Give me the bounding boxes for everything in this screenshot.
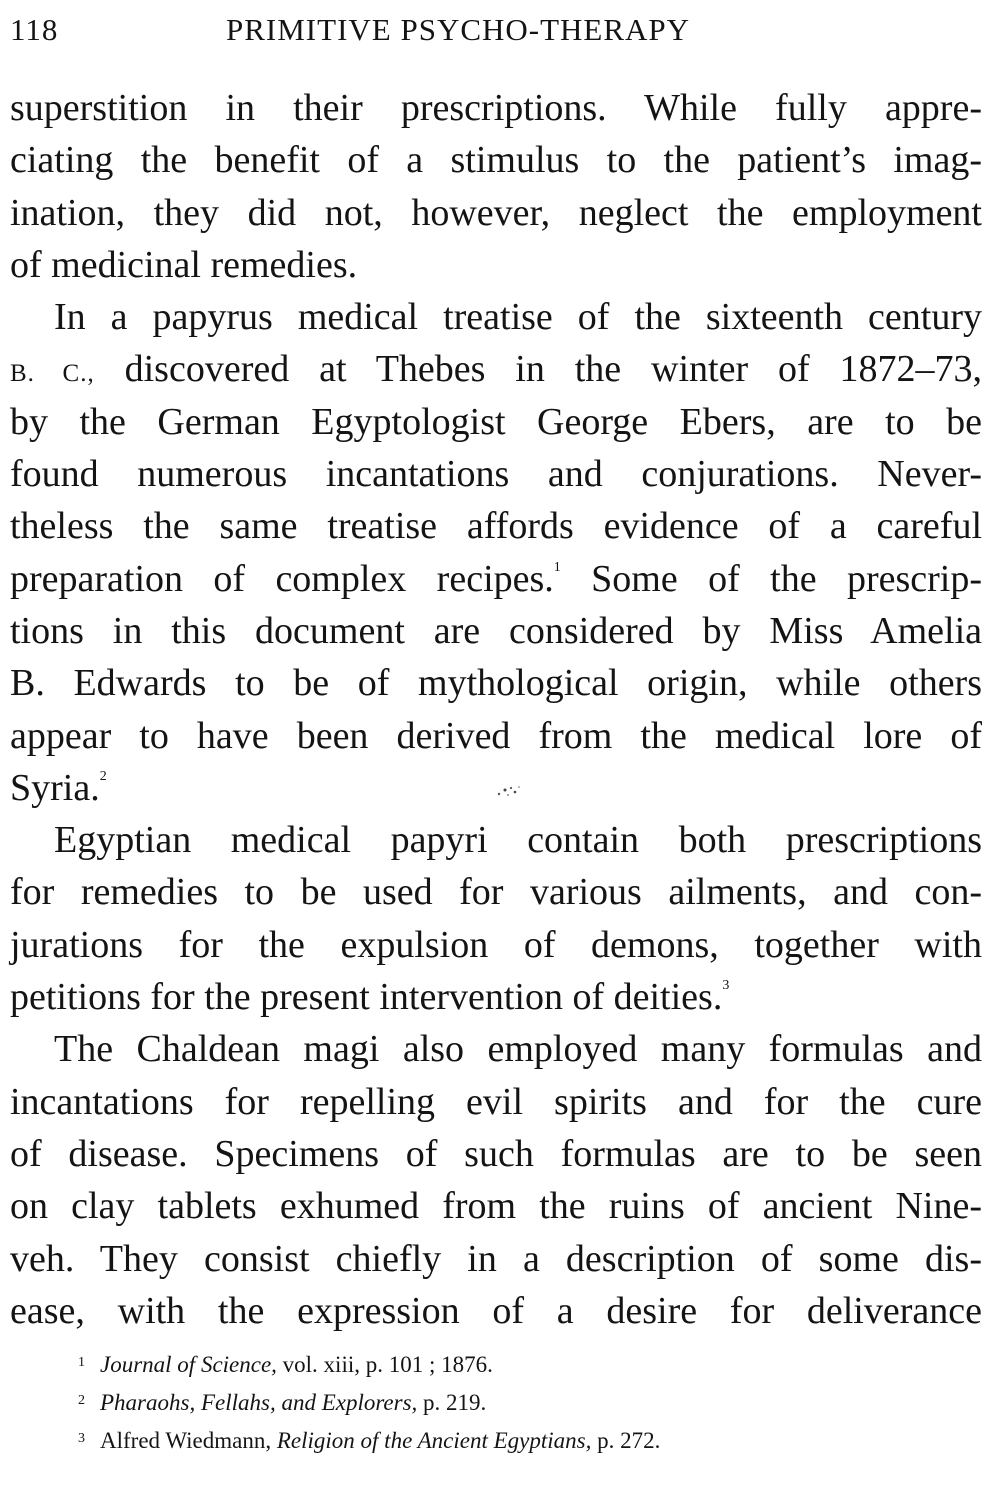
footnote-2 [78, 1382, 938, 1420]
footnote-details: vol. xiii, p. 101 ; 1876. [276, 1352, 493, 1377]
running-head [10, 12, 980, 56]
footnotes [78, 1344, 938, 1458]
footnote-details: p. 219. [417, 1390, 487, 1415]
text-line: appear to have been derived from the medical lore of [10, 714, 982, 757]
running-title: PRIMITIVE PSYCHO-THERAPY [226, 12, 691, 47]
text-line: superstition in their prescriptions. While fully appre- [10, 87, 982, 129]
text-line-part: petitions for the present intervention of deities. [10, 976, 723, 1019]
text-line [10, 343, 982, 395]
text-line: B. Edwards to be of mythological origin, while others [10, 662, 982, 705]
text-line: veh. They consist chiefly in a description of some dis- [10, 1237, 982, 1280]
text-line-part: Syria. [10, 766, 100, 809]
text-line: theless the same treatise affords evidence of a careful [10, 505, 982, 548]
era-abbreviation: B. C., [10, 360, 95, 388]
text-line: tions in this document are considered by Miss Amelia [10, 609, 982, 652]
text-line: for remedies to be used for various ailments, and con- [10, 871, 982, 914]
footnote-title: Journal of Science, [100, 1352, 277, 1377]
print-speck [487, 780, 529, 802]
text-line [10, 553, 982, 605]
footnote-title: Pharaohs, Fellahs, and Explorers, [100, 1390, 418, 1415]
text-line: of medicinal remedies. [10, 243, 358, 286]
text-line [10, 971, 982, 1023]
footnote-mark: 2 [78, 1393, 85, 1408]
text-line-rest: discovered at Thebes in the winter of 1872–73, [124, 348, 982, 391]
footnote-author: Alfred Wiedmann, [100, 1428, 277, 1453]
footnote-details: p. 272. [591, 1428, 661, 1453]
text-line-part: preparation of complex recipes. [10, 557, 554, 600]
body-text [10, 82, 982, 1337]
footnote-ref-3[interactable]: 3 [722, 978, 730, 994]
text-line: incantations for repelling evil spirits and for the cure [10, 1080, 982, 1123]
footnote-ref-2[interactable]: 2 [99, 768, 107, 784]
text-line: In a papyrus medical treatise of the sixteenth century [54, 296, 982, 339]
text-line: ease, with the expression of a desire for deliverance [10, 1289, 982, 1332]
footnote-1 [78, 1344, 938, 1382]
footnote-mark: 3 [78, 1431, 85, 1446]
text-line: ciating the benefit of a stimulus to the patient’s imag- [10, 139, 982, 182]
footnote-ref-1[interactable]: 1 [553, 559, 561, 575]
text-line: on clay tablets exhumed from the ruins of ancient Nine- [10, 1185, 982, 1228]
footnote-mark: 1 [78, 1355, 85, 1370]
text-line: found numerous incantations and conjurations. Never- [10, 453, 982, 496]
text-line-part: Some of the prescrip- [591, 557, 983, 600]
footnote-3 [78, 1420, 938, 1458]
text-line: Egyptian medical papyri contain both prescriptions [54, 819, 982, 862]
footnote-title: Religion of the Ancient Egyptians, [276, 1428, 592, 1453]
text-line: jurations for the expulsion of demons, together with [10, 923, 982, 966]
text-line: of disease. Specimens of such formulas are to be seen [10, 1132, 982, 1175]
text-line: ination, they did not, however, neglect the employment [10, 191, 982, 234]
text-line: The Chaldean magi also employed many formulas and [54, 1028, 982, 1071]
page-number: 118 [10, 12, 59, 47]
text-line: by the German Egyptologist George Ebers, are to be [10, 400, 982, 443]
